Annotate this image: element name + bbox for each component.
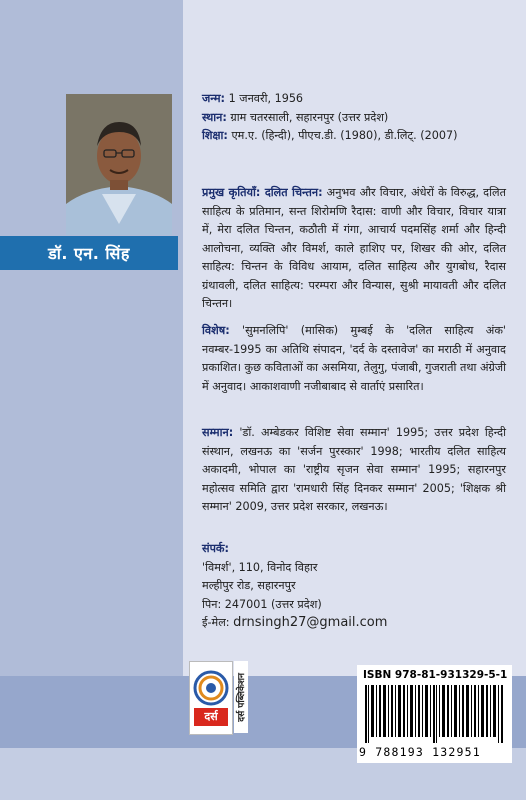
special-text: 'सुमनलिपि' (मासिक) मुम्बई के 'दलित साहित्य अंक' नवम्बर-1995 का अतिथि संपादन, 'दर्द के दस्तावेज' का मराठी में अनुवाद प्रकाशित। कुछ कविताओं का असमिया, तेलुगु, पंजाबी, गुजराती तथा अंग्रेजी में अनुवाद। आकाशवाणी नजीबाबाद से वार्ताएं प्रसारित। <box>202 324 507 393</box>
author-photo <box>66 94 172 235</box>
contact-label: संपर्क: <box>202 542 229 555</box>
works-section <box>202 184 506 314</box>
publisher-name-strip <box>234 661 248 733</box>
bio-section <box>202 90 506 146</box>
birth-label: जन्म: <box>202 92 226 105</box>
publisher-name: दर्स पब्लिकेशन <box>236 672 247 722</box>
author-name: डॉ. एन. सिंह <box>48 244 130 263</box>
address-line-3: पिन: 247001 (उत्तर प्रदेश) <box>202 597 322 611</box>
honors-section <box>202 424 506 517</box>
address-line-2: मल्हीपुर रोड, सहारनपुर <box>202 579 296 592</box>
special-label: विशेष: <box>202 324 230 337</box>
isbn-barcode-box <box>357 665 512 763</box>
birth-value: 1 जनवरी, 1956 <box>225 92 304 105</box>
works-text: अनुभव और विचार, अंधेरों के विरुद्ध, दलित साहित्य के प्रतिमान, सन्त शिरोमणि रैदास: वाणी और विचार, विचार यात्रा में, मेरा दलित चिन्तन, कठौती में गंगा, आचार्य पदमसिंह शर्मा और हिन्दी आलोचना, व्यक्ति और विमर्श, काले हाशिए पर, शिखर की ओर, दलित साहित्य: चिन्तन के विविध आयाम, दलित साहित्य और युगबोध, रैदास ग्रंथावली, दलित साहित्य: परम्परा और विन्यास, सुश्री मायावती और दलित चिन्तन। <box>202 186 506 310</box>
address-line-1: 'विमर्श', 110, विनोद विहार <box>202 560 318 574</box>
honors-text: 'डॉ. अम्बेडकर विशिष्ट सेवा सम्मान' 1995; उत्तर प्रदेश हिन्दी संस्थान, लखनऊ का 'सर्जन पुरस्कार' 1998; भारतीय दलित साहित्य अकादमी, भोपाल का 'राष्ट्रीय सृजन सेवा सम्मान' 1995; सहारनपुर महोत्सव समिति द्वारा 'रामधारी सिंह दिनकर सम्मान' 2005; 'शिक्षक श्री सम्मान' 2009, उत्तर प्रदेश सरकार, लखनऊ। <box>202 426 506 513</box>
place-value: ग्राम चतरसाली, सहारनपुर (उत्तर प्रदेश) <box>226 110 389 124</box>
isbn-label: ISBN 978-81-931329-5-1 <box>363 669 508 681</box>
barcode-icon <box>365 685 505 743</box>
email-link[interactable]: drnsingh27@gmail.com <box>233 615 388 630</box>
education-label: शिक्षा: <box>202 129 228 142</box>
place-line <box>202 109 506 128</box>
contact-section <box>202 540 506 633</box>
email-label: ई-मेल: <box>202 616 234 629</box>
barcode-digits: 9 788193 132951 <box>359 745 481 759</box>
honors-label: सम्मान: <box>202 426 234 439</box>
email-line <box>202 614 506 633</box>
birth-line <box>202 90 506 109</box>
publisher-logo-text: दर्स <box>204 710 218 723</box>
education-value: एम.ए. (हिन्दी), पीएच.डी. (1980), डी.लिट्. (2007) <box>227 129 458 142</box>
special-section <box>202 322 506 396</box>
education-line <box>202 127 506 146</box>
publisher-logo <box>189 661 233 735</box>
author-name-banner <box>0 236 178 270</box>
place-label: स्थान: <box>202 110 227 124</box>
works-label: प्रमुख कृतियाँ: दलित चिन्तन: <box>202 186 323 199</box>
